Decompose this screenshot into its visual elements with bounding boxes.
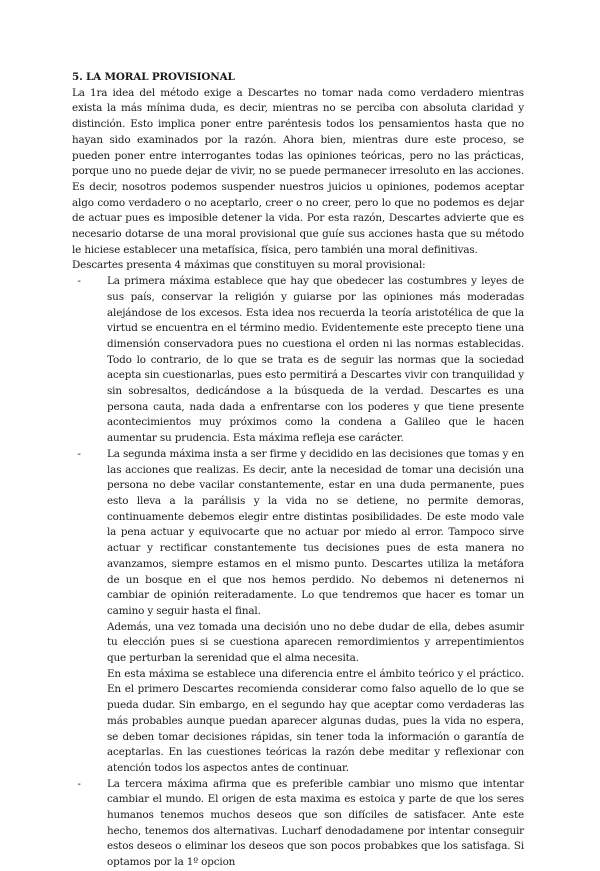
bullet-dash: -: [77, 275, 81, 288]
maxims-list: [72, 274, 524, 871]
section-heading: 5. LA MORAL PROVISIONAL: [72, 71, 235, 83]
maxim-3-paragraph: La tercera máxima afirma que es preferible cambiar uno mismo que intentar cambiar el mundo. El origen de esta maxima es estoica y parte de que los seres humanos tenemos muchos deseos que son difíciles de satisfacer. Ante este hecho, tenemos dos alternativas. Lucharf denodadamene por intentar conseguir estos deseos o eliminar los deseos que son pocos probabkes que los satisfaga. Si optamos por la 1º opcion: [107, 777, 524, 869]
bullet-dash: -: [77, 447, 81, 460]
maxim-1-paragraph: La primera máxima establece que hay que obedecer las costumbres y leyes de sus país, conservar la religión y guiarse por las opiniones más moderadas alejándose de los excesos. Esta idea nos recuerda la teoría aristotélica de que la virtud se encuentra en el término medio. Evidentemente este precepto tiene una dimensión conservadora pues no cuestiona el orden ni las normas establecidas. Todo lo contrario, de lo que se trata es de seguir las normas que la sociedad acepta sin cuestionarlas, pues esto permitirá a Descartes vivir con tranquilidad y sin sobresaltos, dedicándose a la búsqueda de la verdad. Descartes es una persona cauta, nada dada a enfrentarse con los poderes y que tiene presente acontecimientos muy próximos como la condena a Galileo que le hacen aumentar su prudencia. Esta máxima refleja ese carácter.: [107, 275, 524, 445]
document-body: [72, 70, 524, 871]
maxim-item-2: [72, 447, 524, 777]
lead-paragraph: Descartes presenta 4 máximas que constituyen su moral provisional:: [72, 259, 426, 272]
maxim-2-paragraph-3: En esta máxima se establece una diferencia entre el ámbito teórico y el práctico. En el primero Descartes recomienda considerar como falso aquello de lo que se pueda dudar. Sin embargo, en el segundo hay que aceptar como verdaderas las más probables aunque puedan aparecer algunas dudas, pues la vida no espera, se deben tomar decisiones rápidas, sin tener toda la información o garantía de aceptarlas. En las cuestiones teóricas la razón debe meditar y reflexionar con atención todos los aspectos antes de continuar.: [107, 667, 524, 774]
maxim-2-paragraph-1: La segunda máxima insta a ser firme y decidido en las decisiones que tomas y en las acciones que realizas. Es decir, ante la necesidad de tomar una decisión una persona no debe vacilar constantemente, estar en una duda permanente, pues esto lleva a la parálisis y la vida no se detiene, no permite demoras, continuamente debemos elegir entre distintas posibilidades. De este modo vale la pena actuar y equivocarte que no actuar por miedo al error. Tampoco sirve actuar y rectificar constantemente tus decisiones pues de esta manera no avanzamos, siempre estamos en el mismo punto. Descartes utiliza la metáfora de un bosque en el que nos hemos perdido. No debemos ni detenernos ni cambiar de opinión reiteradamente. Lo que tendremos que hacer es tomar un camino y seguir hasta el final.: [107, 447, 524, 617]
maxim-2-paragraph-2: Además, una vez tomada una decisión uno no debe dudar de ella, debes asumir tu elección pues si se cuestiona aparecen remordimientos y arrepentimientos que perturban la serenidad que el alma necesita.: [107, 620, 524, 665]
bullet-dash: -: [77, 777, 81, 790]
maxim-item-1: [72, 274, 524, 447]
intro-paragraph: La 1ra idea del método exige a Descartes no tomar nada como verdadero mientras exista la más mínima duda, es decir, mientras no se perciba con absoluta claridad y distinción. Esto implica poner entre paréntesis todos los pensamientos hasta que no hayan sido examinados por la razón. Ahora bien, mientras dure este proceso, se pueden poner entre interrogantes todas las opiniones teóricas, pero no las prácticas, porque uno no puede dejar de vivir, no se puede permanecer irresoluto en las acciones. Es decir, nosotros podemos suspender nuestros juicios u opiniones, podemos aceptar algo como verdadero o no aceptarlo, creer o no creer, pero lo que no podemos es dejar de actuar pues es imposible detener la vida. Por esta razón, Descartes advierte que es necesario dotarse de una moral provisional que guíe sus acciones hasta que su método le hiciese establecer una metafísica, física, pero también una moral definitivas.: [72, 86, 524, 256]
maxim-item-3: [72, 777, 524, 871]
